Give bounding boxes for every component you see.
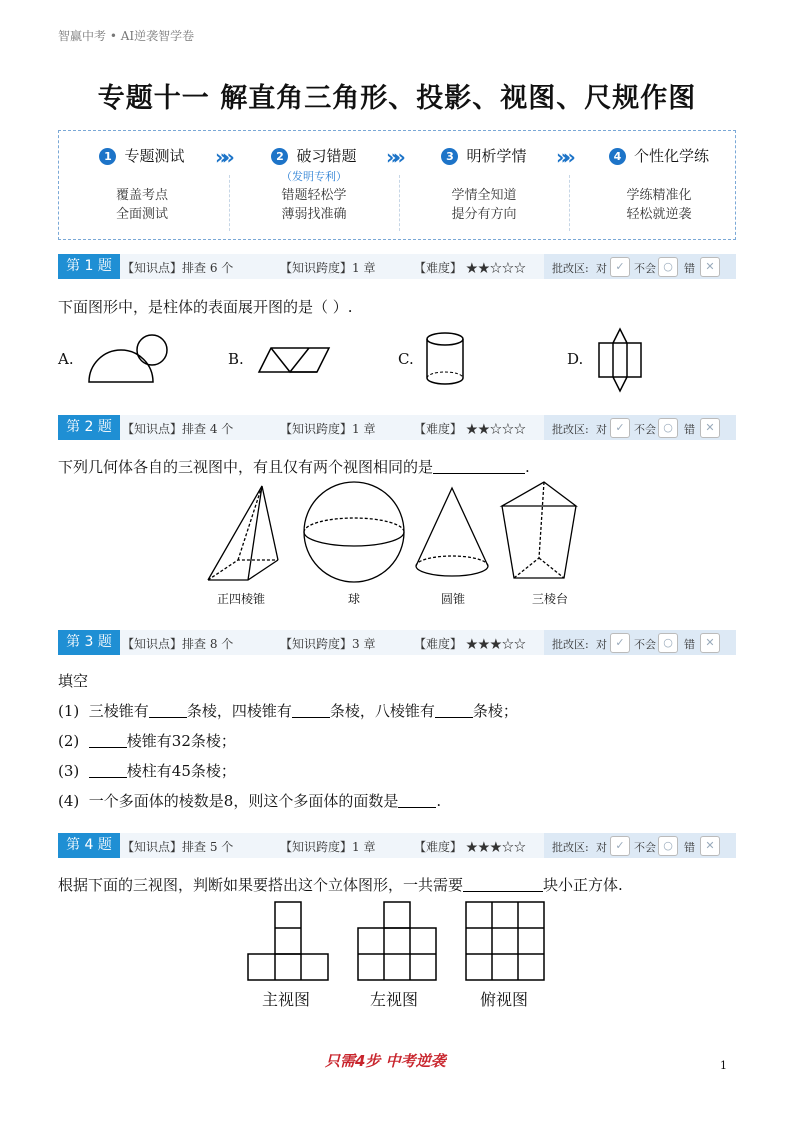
q3-intro: 填空 — [58, 672, 89, 690]
answer-blank[interactable] — [463, 877, 543, 892]
question-label: 第 3 题 — [58, 630, 120, 655]
option-a-figure — [86, 328, 176, 386]
divider — [569, 175, 570, 231]
answer-blank[interactable] — [433, 459, 525, 474]
right-label: 对 — [596, 262, 607, 275]
q2-solids-figure — [204, 482, 584, 587]
marking-label: 批改区: — [552, 262, 589, 275]
knowledge-count: 【知识点】排查 6 个 — [122, 261, 234, 275]
mark-right-checkbox[interactable]: ✓ — [610, 418, 630, 438]
divider — [229, 175, 230, 231]
step-1 — [77, 145, 207, 224]
q3-item-1: (1) 三棱锥有 条棱，四棱锥有 条棱，八棱锥有 条棱； — [58, 702, 518, 720]
step-desc: 错题轻松学 薄弱找准确 — [281, 188, 347, 222]
chevrons-right-icon: »» — [386, 145, 400, 169]
mark-unsure-checkbox[interactable]: ○ — [658, 257, 678, 277]
step-label: 破习错题 — [296, 147, 357, 165]
mark-right-checkbox[interactable]: ✓ — [610, 836, 630, 856]
knowledge-span: 【知识跨度】1 章 — [280, 840, 376, 854]
mark-wrong-checkbox[interactable]: ✕ — [700, 418, 720, 438]
wrong-label: 错 — [684, 841, 695, 854]
question-label: 第 1 题 — [58, 254, 120, 279]
right-label: 对 — [596, 423, 607, 436]
q4-views-figure — [248, 900, 548, 982]
caption-pyramid: 正四棱锥 — [216, 592, 265, 606]
q4-text: 根据下面的三视图，判断如果要搭出这个立体图形，一共需要 块小正方体. — [58, 876, 623, 894]
header-source: 智赢中考 • AI逆袭智学卷 — [58, 29, 195, 43]
marking-area — [544, 415, 736, 440]
question-label: 第 2 题 — [58, 415, 120, 440]
mark-wrong-checkbox[interactable]: ✕ — [700, 633, 720, 653]
step-desc: 覆盖考点 全面测试 — [115, 188, 168, 222]
option-b[interactable]: B. — [228, 350, 244, 368]
step-label: 个性化学练 — [633, 147, 709, 165]
footer-slogan: 只需4步 中考逆袭 — [325, 1052, 446, 1070]
knowledge-count: 【知识点】排查 5 个 — [122, 840, 234, 854]
step-number: 1 — [99, 148, 116, 165]
answer-blank[interactable] — [435, 703, 473, 718]
step-desc: 学情全知道 提分有方向 — [451, 188, 517, 222]
right-label: 对 — [596, 638, 607, 651]
mark-right-checkbox[interactable]: ✓ — [610, 257, 630, 277]
option-c[interactable]: C. — [398, 350, 414, 368]
question-bar-1 — [58, 254, 736, 279]
option-d[interactable]: D. — [567, 350, 584, 368]
answer-blank[interactable] — [292, 703, 330, 718]
question-bar-3 — [58, 630, 736, 655]
steps-panel — [58, 130, 736, 240]
marking-label: 批改区: — [552, 423, 589, 436]
answer-blank[interactable] — [398, 793, 436, 808]
option-a[interactable]: A. — [58, 350, 74, 368]
page-title: 专题十一 解直角三角形、投影、视图、尺规作图 — [97, 83, 697, 114]
q1-text: 下面图形中，是柱体的表面展开图的是（ ）. — [58, 298, 353, 316]
answer-blank[interactable] — [89, 733, 127, 748]
mark-wrong-checkbox[interactable]: ✕ — [700, 257, 720, 277]
step-desc: 学练精准化 轻松就逆袭 — [626, 188, 692, 222]
chevrons-right-icon: »» — [556, 145, 570, 169]
option-b-figure — [256, 344, 346, 376]
mark-unsure-checkbox[interactable]: ○ — [658, 836, 678, 856]
caption-sphere: 球 — [347, 592, 360, 606]
step-3 — [414, 145, 554, 224]
difficulty: 【难度】 ★★★☆☆ — [414, 840, 526, 854]
page-number: 1 — [720, 1059, 727, 1072]
mark-right-checkbox[interactable]: ✓ — [610, 633, 630, 653]
question-bar-4 — [58, 833, 736, 858]
step-number: 2 — [271, 148, 288, 165]
knowledge-span: 【知识跨度】3 章 — [280, 637, 376, 651]
answer-blank[interactable] — [149, 703, 187, 718]
difficulty: 【难度】 ★★☆☆☆ — [414, 261, 526, 275]
answer-blank[interactable] — [89, 763, 127, 778]
step-4 — [584, 145, 734, 224]
divider — [399, 175, 400, 231]
caption-top-view: 俯视图 — [480, 990, 529, 1009]
knowledge-span: 【知识跨度】1 章 — [280, 422, 376, 436]
caption-front-view: 主视图 — [262, 990, 311, 1009]
step-2 — [244, 145, 384, 224]
mark-unsure-checkbox[interactable]: ○ — [658, 418, 678, 438]
wrong-label: 错 — [684, 423, 695, 436]
difficulty: 【难度】 ★★★☆☆ — [414, 637, 526, 651]
marking-area — [544, 630, 736, 655]
knowledge-count: 【知识点】排查 8 个 — [122, 637, 234, 651]
knowledge-span: 【知识跨度】1 章 — [280, 261, 376, 275]
marking-label: 批改区: — [552, 638, 589, 651]
unsure-label: 不会 — [634, 423, 656, 436]
step-label: 专题测试 — [124, 147, 185, 165]
difficulty: 【难度】 ★★☆☆☆ — [414, 422, 526, 436]
mark-unsure-checkbox[interactable]: ○ — [658, 633, 678, 653]
q3-item-4: (4) 一个多面体的棱数是8，则这个多面体的面数是 . — [58, 792, 442, 810]
unsure-label: 不会 — [634, 841, 656, 854]
step-number: 3 — [441, 148, 458, 165]
wrong-label: 错 — [684, 638, 695, 651]
chevrons-right-icon: »» — [215, 145, 229, 169]
question-label: 第 4 题 — [58, 833, 120, 858]
marking-area — [544, 833, 736, 858]
unsure-label: 不会 — [634, 262, 656, 275]
marking-area — [544, 254, 736, 279]
step-number: 4 — [609, 148, 626, 165]
q3-item-3: (3) 棱柱有45条棱； — [58, 762, 236, 780]
right-label: 对 — [596, 841, 607, 854]
knowledge-count: 【知识点】排查 4 个 — [122, 422, 234, 436]
wrong-label: 错 — [684, 262, 695, 275]
q2-text: 下列几何体各自的三视图中，有且仅有两个视图相同的是 . — [58, 458, 530, 476]
step-label: 明析学情 — [466, 147, 527, 165]
caption-frustum: 三棱台 — [531, 592, 568, 606]
mark-wrong-checkbox[interactable]: ✕ — [700, 836, 720, 856]
caption-cone: 圆锥 — [440, 592, 465, 606]
question-bar-2 — [58, 415, 736, 440]
patent-note: （发明专利） — [281, 170, 347, 183]
option-d-figure — [594, 326, 654, 396]
unsure-label: 不会 — [634, 638, 656, 651]
q3-item-2: (2) 棱锥有32条棱； — [58, 732, 236, 750]
marking-label: 批改区: — [552, 841, 589, 854]
caption-left-view: 左视图 — [370, 990, 419, 1009]
option-c-figure — [424, 330, 474, 388]
